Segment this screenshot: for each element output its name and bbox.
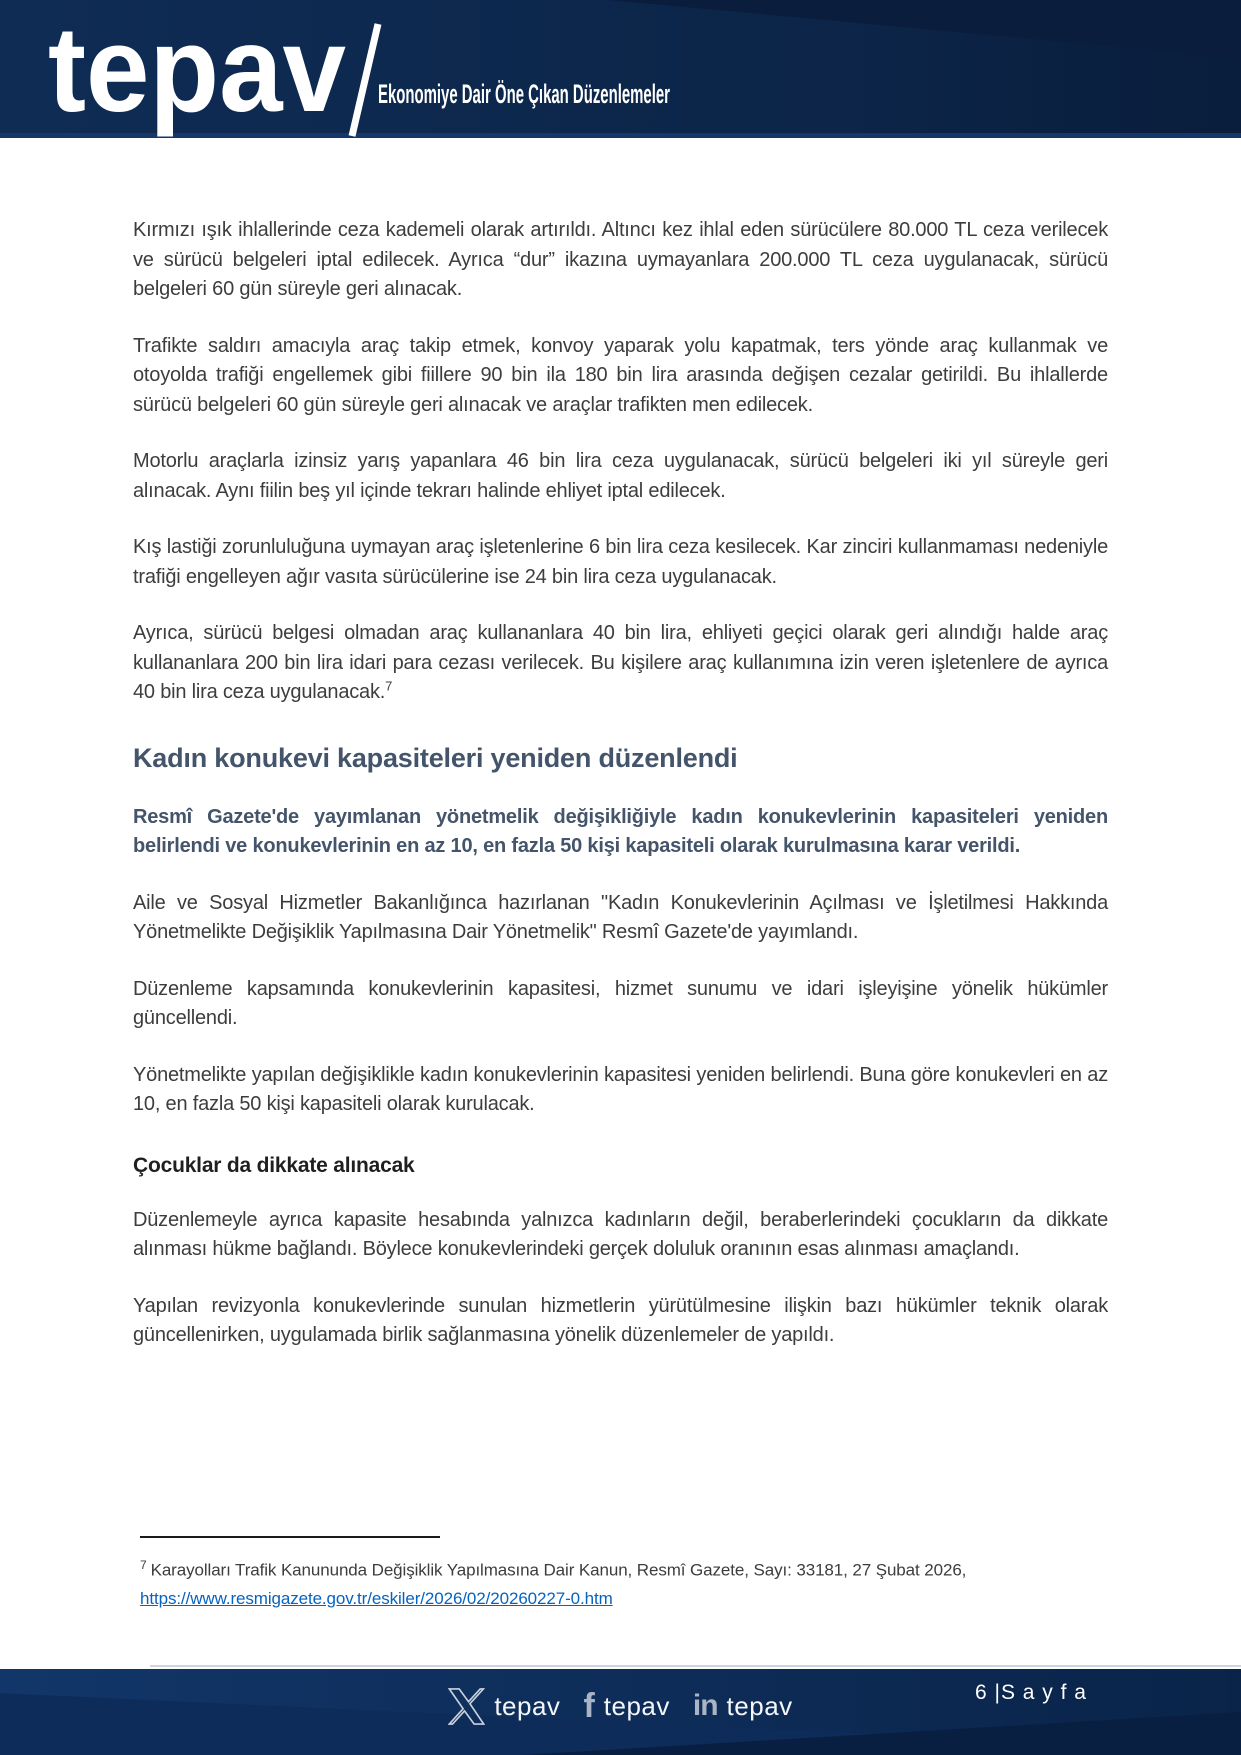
paragraph-regulation-scope: Düzenleme kapsamında konukevlerinin kapasitesi, hizmet sunumu ve idari işleyişine yönelik hükümler güncellendi. [133, 977, 1108, 1029]
paragraph-children-counted: Düzenlemeyle ayrıca kapasite hesabında yalnızca kadınların değil, beraberlerindeki çocukların da dikkate alınması hükme bağlandı. Böylece konukevlerindeki gerçek doluluk oranının esas alınması amaçlandı. [133, 1208, 1108, 1260]
footnote-number: 7 [140, 1558, 147, 1572]
header-tagline-wrap [378, 76, 678, 112]
paragraph-winter-tires: Kış lastiği zorunluluğuna uymayan araç işletenlerine 6 bin lira ceza kesilecek. Kar zinciri kullanmaması nedeniyle trafiği engelleyen ağır vasıta sürücülerine ise 24 bin lira ceza uygulanacak. [133, 536, 1108, 588]
footnote-link[interactable]: https://www.resmigazete.gov.tr/eskiler/2026/02/20260227-0.htm [140, 1588, 613, 1608]
page-footer [0, 1669, 1241, 1755]
section-heading: Kadın konukevi kapasiteleri yeniden düzenlendi [133, 742, 738, 773]
paragraph-regulation-published: Aile ve Sosyal Hizmetler Bakanlığınca hazırlanan "Kadın Konukevlerinin Açılması ve İşletilmesi Hakkında Yönetmelikte Değişiklik Yapılmasına Dair Yönetmelik" Resmî Gazete'de yayımlandı. [133, 891, 1108, 943]
paragraph-text: Ayrıca, sürücü belgesi olmadan araç kullananlara 40 bin lira, ehliyeti geçici olarak geri alındığı halde araç kullananlara 200 bin lira idari para cezası verilecek. Bu kişilere araç kullanımına izin veren işletenlere de ayrıca 40 bin lira ceza uygulanacak. [133, 622, 1108, 703]
footnote-reference: 7 [385, 678, 393, 694]
social-label: tepav [494, 1691, 561, 1721]
page-header [0, 0, 1241, 138]
paragraph-unlicensed-driving [133, 619, 1108, 708]
sub-heading: Çocuklar da dikkate alınacak [133, 1153, 415, 1177]
social-link-linkedin[interactable] [693, 1689, 793, 1723]
logo-slash-icon [352, 24, 378, 136]
facebook-icon: f [583, 1687, 595, 1725]
footnote-text-block [140, 1552, 1115, 1612]
tepav-logo-text: tepav [48, 1, 347, 137]
paragraph-traffic-racing: Motorlu araçlarla izinsiz yarış yapanlara 46 bin lira ceza uygulanacak, sürücü belgeleri iki yıl süreyle geri alınacak. Aynı fiilin beş yıl içinde tekrarı halinde ehliyet iptal edilecek. [133, 450, 1108, 502]
footnote-separator [140, 1536, 440, 1538]
social-label: tepav [726, 1691, 793, 1721]
paragraph-capacity-rule: Yönetmelikte yapılan değişiklikle kadın konukevlerinin kapasitesi yeniden belirlendi. Buna göre konukevleri en az 10, en fazla 50 kişi kapasiteli olarak kurulacak. [133, 1063, 1108, 1115]
section-lead-paragraph: Resmî Gazete'de yayımlanan yönetmelik değişikliğiyle kadın konukevlerinin kapasiteleri yeniden belirlendi ve konukevlerinin en az 10, en fazla 50 kişi kapasiteli olarak kurulmasına karar verildi. [133, 805, 1108, 857]
footer-top-line [150, 1665, 1241, 1667]
paragraph-revision-technical: Yapılan revizyonla konukevlerinde sunulan hizmetlerin yürütülmesine ilişkin bazı hükümler teknik olarak güncellenirken, uygulamada birlik sağlanmasına yönelik düzenlemeler de yapıldı. [133, 1294, 1108, 1346]
tepav-logo [46, 1, 391, 141]
linkedin-icon: in [692, 1689, 718, 1722]
social-link-facebook[interactable] [583, 1689, 669, 1723]
page-number: 6 |S a y f a [974, 1681, 1087, 1704]
social-link-x[interactable] [448, 1688, 560, 1725]
footnote-area [140, 1536, 1115, 1612]
x-icon [448, 1688, 485, 1725]
header-tagline: Ekonomiye Dair Öne Çıkan Düzenlemeler [378, 79, 671, 109]
document-body [0, 138, 1241, 1378]
social-label: tepav [603, 1691, 670, 1721]
footnote-text: Karayolları Trafik Kanununda Değişiklik Yapılmasına Dair Kanun, Resmî Gazete, Sayı: 33181, 27 Şubat 2026, [150, 1560, 967, 1580]
paragraph-traffic-convoy: Trafikte saldırı amacıyla araç takip etmek, konvoy yaparak yolu kapatmak, ters yönde araç kullanmak ve otoyolda trafiği engellemek gibi fiillere 90 bin ila 180 bin lira arasında değişen cezalar getirildi. Bu ihlallerde sürücü belgeleri 60 gün süreyle geri alınacak ve araçlar trafikten men edilecek. [133, 334, 1108, 416]
paragraph-traffic-redlight: Kırmızı ışık ihlallerinde ceza kademeli olarak artırıldı. Altıncı kez ihlal eden sürücülere 80.000 TL ceza verilecek ve sürücü belgeleri iptal edilecek. Ayrıca “dur” ikazına uymayanlara 200.000 TL ceza uygulanacak, sürücü belgeleri 60 gün süreyle geri alınacak. [133, 219, 1108, 300]
